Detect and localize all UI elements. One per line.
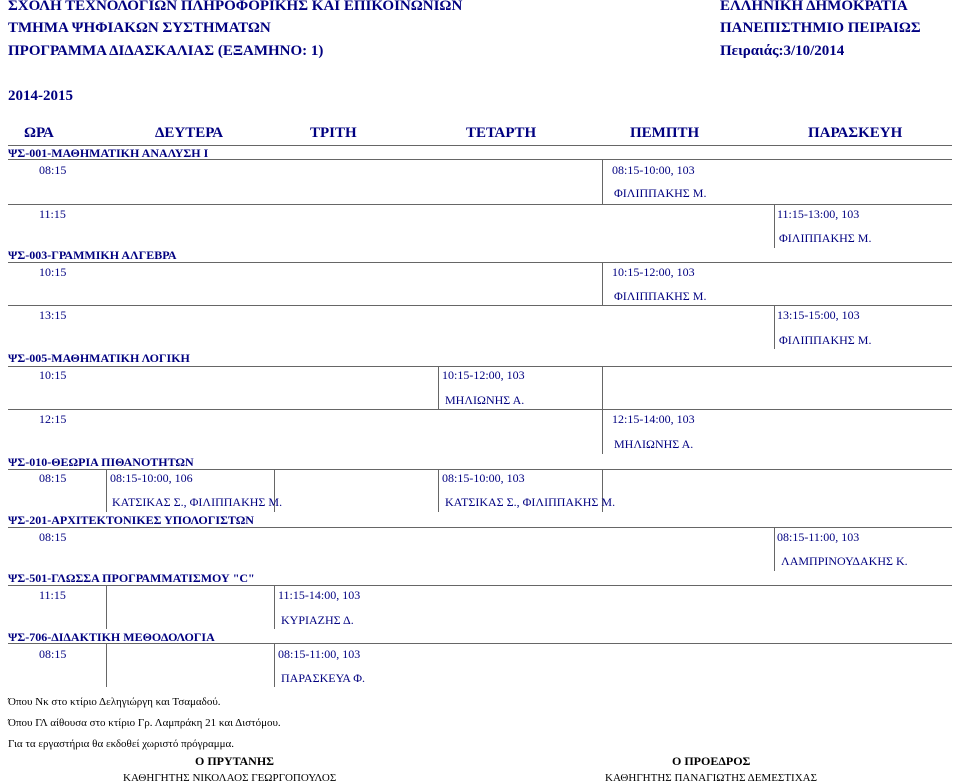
slot-cell: 12:15-14:00, 103 <box>612 412 695 426</box>
time-cell: 08:15 <box>39 163 67 177</box>
rule-course-3 <box>8 366 952 367</box>
time-cell: 11:15 <box>39 588 66 602</box>
teacher-cell: ΦΙΛΙΠΠΑΚΗΣ Μ. <box>779 231 872 245</box>
rector-name: ΚΑΘΗΓΗΤΗΣ ΝΙΚΟΛΑΟΣ ΓΕΩΡΓΟΠΟΥΛΟΣ <box>123 772 337 784</box>
note-line: Όπου Νκ στο κτίριο Δεληγιώργη και Τσαμαδού. <box>8 696 221 708</box>
teacher-cell: ΚΥΡΙΑΖΗΣ Δ. <box>281 613 354 627</box>
slot-cell: 11:15-13:00, 103 <box>777 207 860 221</box>
time-cell: 12:15 <box>39 412 67 426</box>
teacher-cell: ΚΑΤΣΙΚΑΣ Σ., ΦΙΛΙΠΠΑΚΗΣ Μ. <box>445 495 616 509</box>
slot-cell: 10:15-12:00, 103 <box>442 368 525 382</box>
cell-border <box>274 585 275 629</box>
teacher-cell: ΦΙΛΙΠΠΑΚΗΣ Μ. <box>779 333 872 347</box>
slot-cell: 08:15-10:00, 106 <box>110 471 193 485</box>
time-cell: 08:15 <box>39 530 67 544</box>
time-cell: 08:15 <box>39 471 67 485</box>
time-cell: 10:15 <box>39 368 67 382</box>
course-title: ΨΣ-010-ΘΕΩΡΙΑ ΠΙΘΑΝΟΤΗΤΩΝ <box>8 455 194 469</box>
teacher-cell: ΦΙΛΙΠΠΑΚΗΣ Μ. <box>614 186 707 200</box>
country-name: ΕΛΛΗΝΙΚΗ ΔΗΜΟΚΡΑΤΙΑ <box>720 0 908 14</box>
rule-row <box>8 409 952 410</box>
time-cell: 08:15 <box>39 647 67 661</box>
course-title: ΨΣ-201-ΑΡΧΙΤΕΚΤΟΝΙΚΕΣ ΥΠΟΛΟΓΙΣΤΩΝ <box>8 513 254 527</box>
slot-cell: 10:15-12:00, 103 <box>612 265 695 279</box>
cell-border <box>274 643 275 687</box>
col-tuesday: ΤΡΙΤΗ <box>310 125 357 141</box>
cell-border <box>106 469 107 512</box>
program-title: ΠΡΟΓΡΑΜΜΑ ΔΙΔΑΣΚΑΛΙΑΣ (ΕΞΑΜΗΝΟ: 1) <box>8 43 324 59</box>
teacher-cell: ΛΑΜΠΡΙΝΟΥΔΑΚΗΣ Κ. <box>781 554 908 568</box>
teacher-cell: ΦΙΛΙΠΠΑΚΗΣ Μ. <box>614 289 707 303</box>
course-title: ΨΣ-005-ΜΑΘΗΜΑΤΙΚΗ ΛΟΓΙΚΗ <box>8 351 190 365</box>
chair-name: ΚΑΘΗΓΗΤΗΣ ΠΑΝΑΓΙΩΤΗΣ ΔΕΜΕΣΤΙΧΑΣ <box>605 772 817 784</box>
university-name: ΠΑΝΕΠΙΣΤΗΜΙΟ ΠΕΙΡΑΙΩΣ <box>720 20 921 36</box>
cell-border <box>774 204 775 248</box>
slot-cell: 08:15-10:00, 103 <box>612 163 695 177</box>
chair-title: Ο ΠΡΟΕΔΡΟΣ <box>672 754 751 768</box>
rector-title: Ο ΠΡΥΤΑΝΗΣ <box>195 754 275 768</box>
col-time: ΩΡΑ <box>24 125 54 141</box>
academic-year: 2014-2015 <box>8 88 73 104</box>
slot-cell: 08:15-10:00, 103 <box>442 471 525 485</box>
school-name: ΣΧΟΛΗ ΤΕΧΝΟΛΟΓΙΩΝ ΠΛΗΡΟΦΟΡΙΚΗΣ ΚΑΙ ΕΠΙΚΟΙΝΩΝΙΩΝ <box>8 0 463 14</box>
teacher-cell: ΜΗΛΙΩΝΗΣ Α. <box>614 437 694 451</box>
cell-border <box>602 409 603 454</box>
place-date: Πειραιάς:3/10/2014 <box>720 43 845 59</box>
note-line: Όπου ΓΛ αίθουσα στο κτίριο Γρ. Λαμπράκη 21 και Διστόμου. <box>8 717 281 729</box>
time-cell: 13:15 <box>39 308 67 322</box>
cell-border <box>774 305 775 349</box>
col-thursday: ΠΕΜΠΤΗ <box>630 125 700 141</box>
note-line: Για τα εργαστήρια θα εκδοθεί χωριστό πρόγραμμα. <box>8 738 235 750</box>
col-wednesday: ΤΕΤΑΡΤΗ <box>466 125 537 141</box>
cell-border <box>106 585 107 629</box>
cell-border <box>438 469 439 512</box>
slot-cell: 13:15-15:00, 103 <box>777 308 860 322</box>
course-title: ΨΣ-501-ΓΛΩΣΣΑ ΠΡΟΓΡΑΜΜΑΤΙΣΜΟΥ "C" <box>8 571 255 585</box>
slot-cell: 11:15-14:00, 103 <box>278 588 361 602</box>
teacher-cell: ΜΗΛΙΩΝΗΣ Α. <box>445 393 525 407</box>
course-title: ΨΣ-001-ΜΑΘΗΜΑΤΙΚΗ ΑΝΑΛΥΣΗ Ι <box>8 146 209 160</box>
time-cell: 10:15 <box>39 265 67 279</box>
teacher-cell: ΠΑΡΑΣΚΕΥΑ Φ. <box>281 671 366 685</box>
time-cell: 11:15 <box>39 207 66 221</box>
department-name: ΤΜΗΜΑ ΨΗΦΙΑΚΩΝ ΣΥΣΤΗΜΑΤΩΝ <box>8 20 271 36</box>
cell-border <box>602 159 603 204</box>
col-monday: ΔΕΥΤΕΡΑ <box>155 125 224 141</box>
course-title: ΨΣ-003-ΓΡΑΜΜΙΚΗ ΑΛΓΕΒΡΑ <box>8 248 177 262</box>
cell-border <box>602 262 603 305</box>
cell-border <box>602 366 603 409</box>
teacher-cell: ΚΑΤΣΙΚΑΣ Σ., ΦΙΛΙΠΠΑΚΗΣ Μ. <box>112 495 283 509</box>
rule-row <box>8 204 952 205</box>
slot-cell: 08:15-11:00, 103 <box>278 647 361 661</box>
cell-border <box>438 366 439 409</box>
col-friday: ΠΑΡΑΣΚΕΥΗ <box>808 125 903 141</box>
course-title: ΨΣ-706-ΔΙΔΑΚΤΙΚΗ ΜΕΘΟΔΟΛΟΓΙΑ <box>8 630 215 644</box>
slot-cell: 08:15-11:00, 103 <box>777 530 860 544</box>
cell-border <box>106 643 107 687</box>
cell-border <box>774 527 775 571</box>
rule-row <box>8 305 952 306</box>
